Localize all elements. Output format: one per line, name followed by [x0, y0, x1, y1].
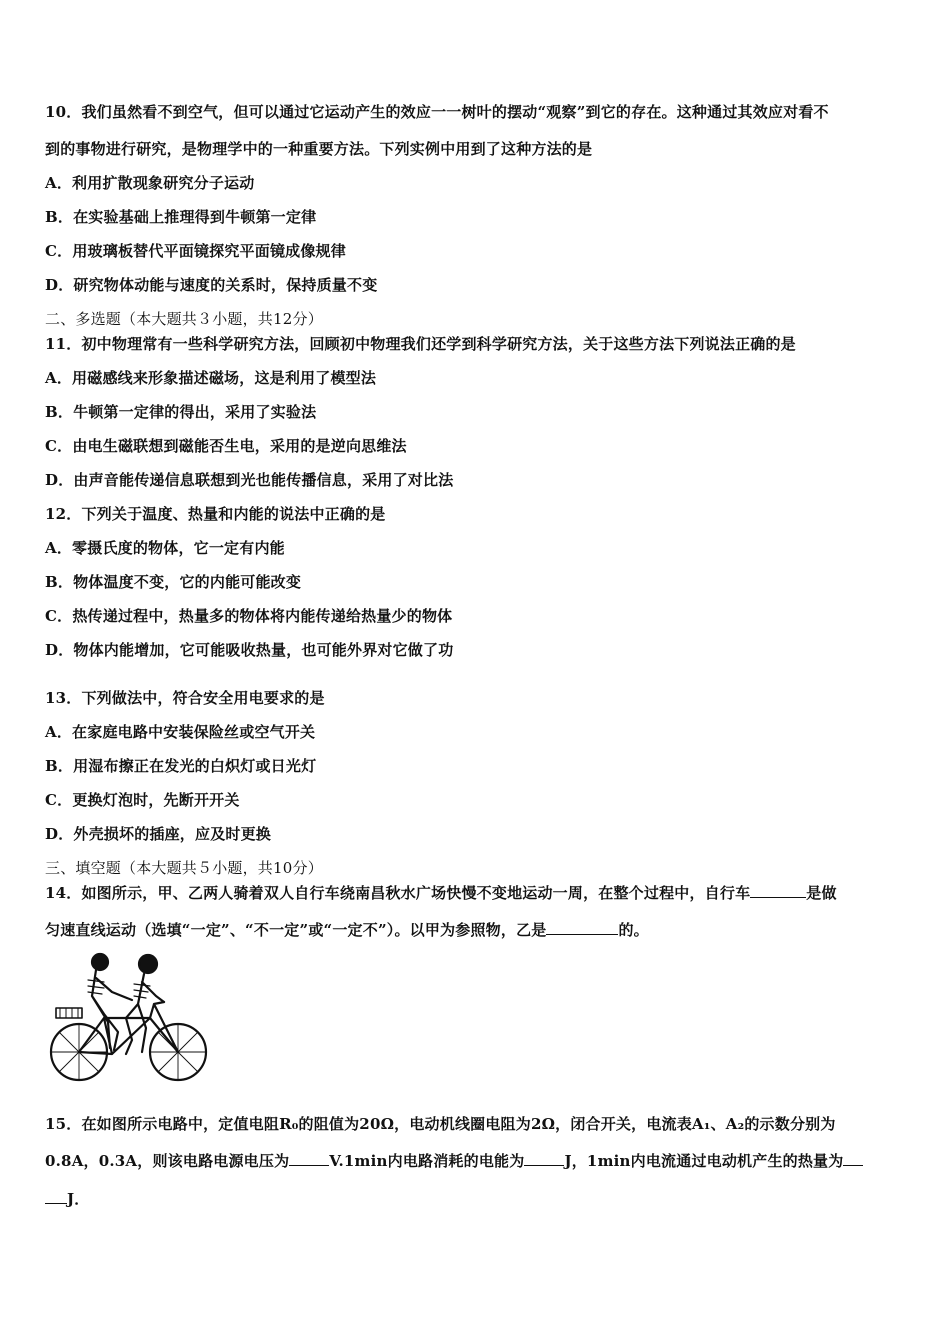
- q10-line1: 10．我们虽然看不到空气，但可以通过它运动产生的效应一一树叶的摆动“观察”到它的存在。这种通过其效应对看不: [45, 103, 829, 121]
- q13-stem: 13．下列做法中，符合安全用电要求的是: [45, 689, 325, 707]
- section-multiple-choice-heading: 二、多选题（本大题共３小题，共12分）: [45, 310, 323, 328]
- q11-option-b: B．牛顿第一定律的得出，采用了实验法: [45, 403, 317, 421]
- q10-option-b: B．在实验基础上推理得到牛顿第一定律: [45, 208, 317, 226]
- q11-option-d: D．由声音能传递信息联想到光也能传播信息，采用了对比法: [45, 471, 454, 489]
- section-fill-in-heading: 三、填空题（本大题共５小题，共10分）: [45, 859, 323, 877]
- q15-blank-energy[interactable]: [524, 1151, 564, 1166]
- q15-text-2a: 0.8A，0.3A，则该电路电源电压为: [45, 1152, 290, 1170]
- q14-blank-1[interactable]: [750, 883, 806, 898]
- q15-blank-heat-b[interactable]: [45, 1189, 67, 1204]
- q14-text-2b: 的。: [618, 921, 649, 939]
- q15-line1: 15．在如图所示电路中，定值电阻R₀的阻值为20Ω，电动机线圈电阻为2Ω，闭合开关，电流表A₁、A₂的示数分别为: [45, 1115, 836, 1133]
- q13-option-a: A．在家庭电路中安装保险丝或空气开关: [45, 723, 316, 741]
- q15-text-2c: J，1min内电流通过电动机产生的热量为: [564, 1152, 844, 1170]
- q15-text-2b: V.1min内电路消耗的电能为: [329, 1152, 525, 1170]
- q15-line2: [45, 1151, 863, 1171]
- q11-option-a: A．用磁感线来形象描述磁场，这是利用了模型法: [45, 369, 377, 387]
- tandem-bicycle-illustration: [46, 948, 214, 1084]
- q13-option-b: B．用湿布擦正在发光的白炽灯或日光灯: [45, 757, 317, 775]
- q14-line2: [45, 920, 649, 940]
- q14-text-2a: 匀速直线运动（选填“一定”、“不一定”或“一定不”）。以甲为参照物，乙是: [45, 921, 547, 939]
- q10-line2: 到的事物进行研究，是物理学中的一种重要方法。下列实例中用到了这种方法的是: [45, 140, 593, 158]
- q15-text-3: J．: [67, 1190, 90, 1208]
- q10-option-c: C．用玻璃板替代平面镜探究平面镜成像规律: [45, 242, 346, 260]
- q13-option-d: D．外壳损坏的插座，应及时更换: [45, 825, 272, 843]
- front-rider-head: [139, 955, 157, 973]
- q12-stem: 12．下列关于温度、热量和内能的说法中正确的是: [45, 505, 386, 523]
- q10-option-d: D．研究物体动能与速度的关系时，保持质量不变: [45, 276, 378, 294]
- q12-option-a: A．零摄氏度的物体，它一定有内能: [45, 539, 285, 557]
- q15-blank-heat-a[interactable]: [843, 1151, 863, 1166]
- q14-text-1a: 14．如图所示，甲、乙两人骑着双人自行车绕南昌秋水广场快慢不变地运动一周，在整个过程中，自行车: [45, 884, 751, 902]
- rear-rider: [92, 970, 132, 1050]
- q14-line1: [45, 883, 837, 903]
- q12-option-b: B．物体温度不变，它的内能可能改变: [45, 573, 302, 591]
- q14-blank-2[interactable]: [546, 920, 618, 935]
- q15-blank-voltage[interactable]: [289, 1151, 329, 1166]
- q15-line3: [45, 1189, 90, 1209]
- q11-option-c: C．由电生磁联想到磁能否生电，采用的是逆向思维法: [45, 437, 407, 455]
- q12-option-d: D．物体内能增加，它可能吸收热量，也可能外界对它做了功: [45, 641, 454, 659]
- q13-option-c: C．更换灯泡时，先断开开关: [45, 791, 240, 809]
- rear-rider-head: [92, 954, 108, 970]
- q11-stem: 11．初中物理常有一些科学研究方法，回顾初中物理我们还学到科学研究方法，关于这些方法下列说法正确的是: [45, 335, 796, 353]
- q14-text-1b: 是做: [806, 884, 837, 902]
- q12-option-c: C．热传递过程中，热量多的物体将内能传递给热量少的物体: [45, 607, 453, 625]
- q10-option-a: A．利用扩散现象研究分子运动: [45, 174, 255, 192]
